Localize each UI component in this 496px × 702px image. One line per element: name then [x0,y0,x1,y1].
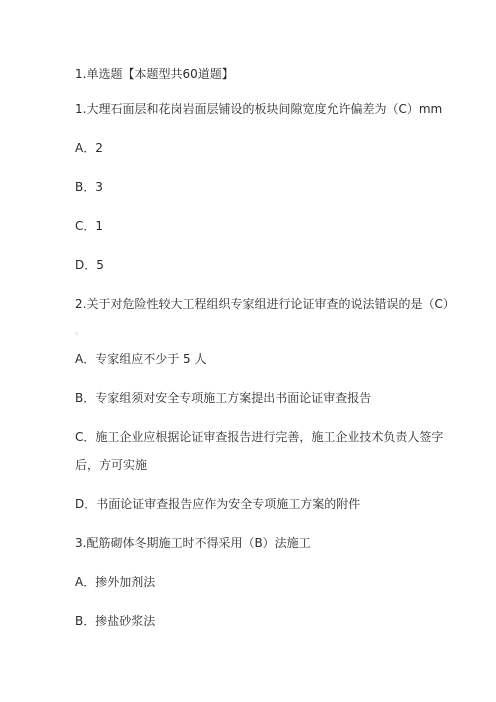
question-1-option-c: C．1 [75,219,104,233]
question-1-option-d: D．5 [75,258,104,272]
question-3-stem: 3.配筋砌体冬期施工时不得采用（B）法施工 [75,536,311,550]
question-2-stem: 2.关于对危险性较大工程组织专家组进行论证审查的说法错误的是（C） [75,297,455,311]
question-2-option-c: C．施工企业应根据论证审查报告进行完善，施工企业技术负责人签字 [75,430,444,444]
question-3-option-b: B．掺盐砂浆法 [75,614,156,628]
question-2-stem-continuation: 。 [75,326,85,337]
question-2-option-c-continuation: 后，方可实施 [75,458,148,472]
question-2-option-d: D．书面论证审查报告应作为安全专项施工方案的附件 [75,497,361,511]
question-1-option-a: A．2 [75,141,103,155]
section-title: 1.单选题【本题型共60道题】 [75,67,234,81]
question-2-option-a: A．专家组应不少于 5 人 [75,352,207,366]
question-1-option-b: B．3 [75,180,103,194]
question-2-option-b: B．专家组须对安全专项施工方案提出书面论证审查报告 [75,391,372,405]
question-1-stem: 1.大理石面层和花岗岩面层铺设的板块间隙宽度允许偏差为（C）mm [75,102,443,116]
question-3-option-a: A．掺外加剂法 [75,575,156,589]
